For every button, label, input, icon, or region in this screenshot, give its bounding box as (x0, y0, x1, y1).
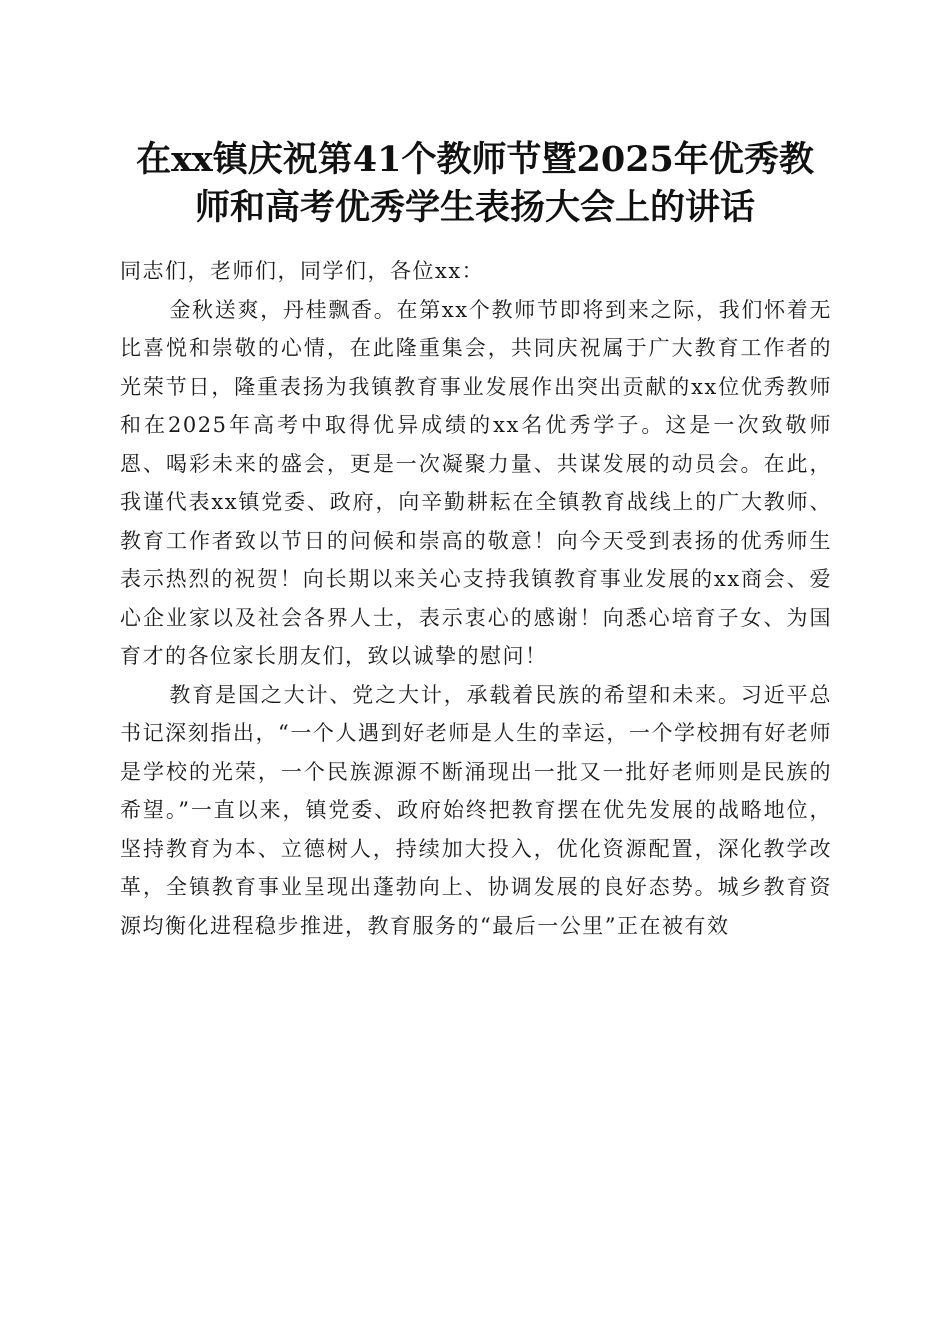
document-title (100, 136, 850, 232)
title-line-2: 师和高考优秀学生表扬大会上的讲话 (194, 187, 755, 228)
salutation: 同志们，老师们，同学们，各位xx： (120, 259, 485, 283)
title-line-1: 在xx镇庆祝第41个教师节暨2025年优秀教 (136, 139, 814, 180)
paragraph: 教育是国之大计、党之大计，承载着民族的希望和未来。习近平总书记深刻指出，“一个人遇到好老师是人生的幸运，一个学校拥有好老师是学校的光荣，一个民族源源不断涌现出一批又一批好老师则是民族的希望。”一直以来，镇党委、政府始终把教育摆在优先发展的战略地位，坚持教育为本、立德树人，持续加大投入，优化资源配置，深化教学改革，全镇教育事业呈现出蓬勃向上、协调发展的良好态势。城乡教育资源均衡化进程稳步推进，教育服务的“最后一公里”正在被有效 (120, 682, 832, 938)
document-body (120, 252, 832, 945)
paragraph: 金秋送爽，丹桂飘香。在第xx个教师节即将到来之际，我们怀着无比喜悦和崇敬的心情，在此隆重集会，共同庆祝属于广大教育工作者的光荣节日，隆重表扬为我镇教育事业发展作出突出贡献的xx位优秀教师和在2025年高考中取得优异成绩的xx名优秀学子。这是一次致敬师恩、喝彩未来的盛会，更是一次凝聚力量、共谋发展的动员会。在此，我谨代表xx镇党委、政府，向辛勤耕耘在全镇教育战线上的广大教师、教育工作者致以节日的问候和崇高的敬意！向今天受到表扬的优秀师生表示热烈的祝贺！向长期以来关心支持我镇教育事业发展的xx商会、爱心企业家以及社会各界人士，表示衷心的感谢！向悉心培育子女、为国育才的各位家长朋友们，致以诚挚的慰问！ (120, 297, 832, 668)
